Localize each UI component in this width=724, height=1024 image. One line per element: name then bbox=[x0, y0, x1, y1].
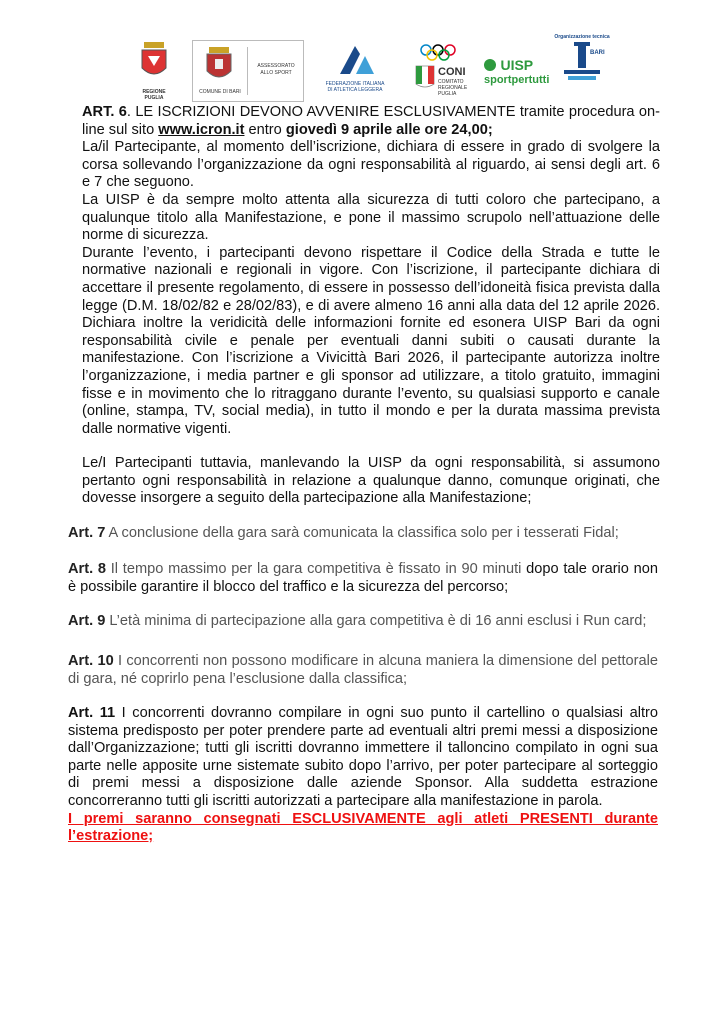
coni-sub-2: REGIONALE bbox=[438, 85, 468, 91]
uisp-tagline: sportpertutti bbox=[484, 74, 550, 86]
art6-paragraph-4: Le/I Partecipanti tuttavia, manlevando la UISP da ogni responsabilità, si assumono pertanto ogni responsabilità in relazione a qualunque danno, comunque originati, che dovesse insorgere a seguito della partecipazione alla Manifestazione; bbox=[82, 455, 660, 507]
art6-paragraph-1: La/il Partecipante, al momento dell’iscrizione, dichiara di essere in grado di svolgere la corsa sollevando l’organizzazione da ogni responsabilità al riguardo, ai sensi degli art. 6 e 7 che seguono. bbox=[82, 139, 660, 191]
uisp-icon bbox=[484, 59, 496, 71]
art6-entro: entro bbox=[244, 121, 286, 138]
regione-puglia-logo bbox=[134, 40, 174, 101]
art9-text: L’età minima di partecipazione alla gara competitiva è di 16 anni esclusi i Run card; bbox=[105, 613, 647, 629]
coni-label: CONI bbox=[438, 66, 466, 78]
art8-text-b: dopo tale orario non è possibile garantire il blocco del traffico e la sicurezza del percorso; bbox=[68, 561, 658, 595]
bari-tower-icon bbox=[554, 40, 610, 84]
sponsor-logos bbox=[120, 34, 610, 106]
art9-label: Art. 9 bbox=[68, 613, 106, 629]
art6-heading bbox=[82, 104, 660, 139]
art10-label: Art. 10 bbox=[68, 653, 114, 669]
art6-head-caps: . LE ISCRIZIONI DEVONO AVVENIRE ESCLUSIVAMENTE bbox=[126, 104, 516, 120]
regione-puglia-crest-icon bbox=[134, 40, 174, 84]
icron-link[interactable]: www.icron.it bbox=[158, 121, 245, 138]
comune-bari-logo bbox=[192, 40, 304, 102]
art11-notice: I premi saranno consegnati ESCLUSIVAMENTE agli atleti PRESENTI durante l’estrazione; bbox=[68, 810, 658, 845]
org-label: Organizzazione tecnica bbox=[554, 34, 610, 40]
art11-section bbox=[68, 705, 658, 846]
coni-sub-1: COMITATO bbox=[438, 79, 464, 85]
art6-deadline: giovedì 9 aprile alle ore 24,00; bbox=[285, 121, 493, 138]
uisp-label: UISP bbox=[500, 56, 534, 73]
bari-label: BARI bbox=[590, 50, 605, 56]
art6-head-rest: tramite procedura on-line sul sito bbox=[82, 104, 660, 138]
art6-label: ART. 6 bbox=[82, 104, 127, 120]
fidal-line-1: FEDERAZIONE ITALIANA bbox=[325, 81, 385, 87]
uisp-logo bbox=[484, 56, 554, 86]
art7-label: Art. 7 bbox=[68, 525, 106, 541]
fidal-logo bbox=[310, 40, 400, 93]
assessorato-line-2: ALLO SPORT bbox=[260, 70, 292, 76]
art10-section bbox=[68, 653, 658, 688]
art7-text: A conclusione della gara sarà comunicata la classifica solo per i tesserati Fidal; bbox=[105, 525, 619, 541]
organizzazione-tecnica-logo bbox=[554, 34, 610, 89]
art10-text: I concorrenti non possono modificare in alcuna maniera la dimensione del pettorale di gara, né coprirlo pena l’esclusione dalla classifica; bbox=[68, 653, 658, 687]
assessorato-line-1: ASSESSORATO bbox=[257, 63, 295, 69]
art6-paragraph-2: La UISP è da sempre molto attenta alla sicurezza di tutti coloro che partecipano, a qualunque titolo alla Manifestazione, e pone il massimo scrupolo nell’attuazione delle norme di sicurezza. bbox=[82, 191, 660, 244]
fidal-mark-icon bbox=[310, 40, 400, 76]
art8-section bbox=[68, 561, 658, 596]
art11-label: Art. 11 bbox=[68, 705, 116, 721]
fidal-line-2: DI ATLETICA LEGGERA bbox=[327, 87, 383, 93]
coni-logo bbox=[412, 40, 476, 95]
art6-paragraph-3: Durante l’evento, i partecipanti devono rispettare il Codice della Strada e tutte le normative nazionali e regionali in vigore. Con l’iscrizione, il partecipante dichiara di accettare il presente regolamento, di essere in possesso dell’idoneità fisica prevista dalla legge (D.M. 18/02/82 e 28/02/83), e di avere almeno 16 anni alla data del 12 aprile 2026. Dichiara inoltre la veridicità delle informazioni fornite ed esonera UISP Bari da ogni responsabilità civile e penale per eventuali danni subiti o causati durante la manifestazione. Con l’iscrizione a Vivicittà Bari 2026, il partecipante autorizza inoltre l’organizzazione, i media partner e gli sponsor ad utilizzare, a titolo gratuito, immagini fisse e in movimento che lo ritraggano durante l’evento, su qualsiasi supporto e canale (online, stampa, TV, social media), in tutto il mondo e per la durata massima prevista dalle normative vigenti. bbox=[82, 244, 660, 437]
art9-section bbox=[68, 613, 658, 631]
art7-section bbox=[68, 525, 658, 543]
regione-puglia-label: REGIONE PUGLIA bbox=[142, 89, 166, 101]
coni-sub-3: PUGLIA bbox=[438, 91, 457, 97]
comune-bari-label: COMUNE DI BARI bbox=[199, 89, 241, 95]
art8-label: Art. 8 bbox=[68, 561, 106, 577]
comune-bari-crest-icon bbox=[201, 45, 237, 85]
art6-section bbox=[82, 104, 660, 508]
art8-text-a: Il tempo massimo per la gara competitiva è fissato in 90 minuti bbox=[106, 561, 527, 577]
art11-text: I concorrenti dovranno compilare in ogni suo punto il cartellino o qualsiasi altro sistema predisposto per poter prendere parte ad eventuali altri premi messi a disposizione dall’Organizzazione; tutti gli iscritti dovranno immettere il talloncino compilato in ogni sua parte nelle apposite urne sistemate subito dopo l’arrivo, per poter partecipare al sorteggio di premi messi a disposizione dalle aziende Sponsor. Alla suddetta estrazione concorreranno tutti gli iscritti autorizzati a partecipare alla manifestazione in parola. bbox=[68, 705, 658, 809]
